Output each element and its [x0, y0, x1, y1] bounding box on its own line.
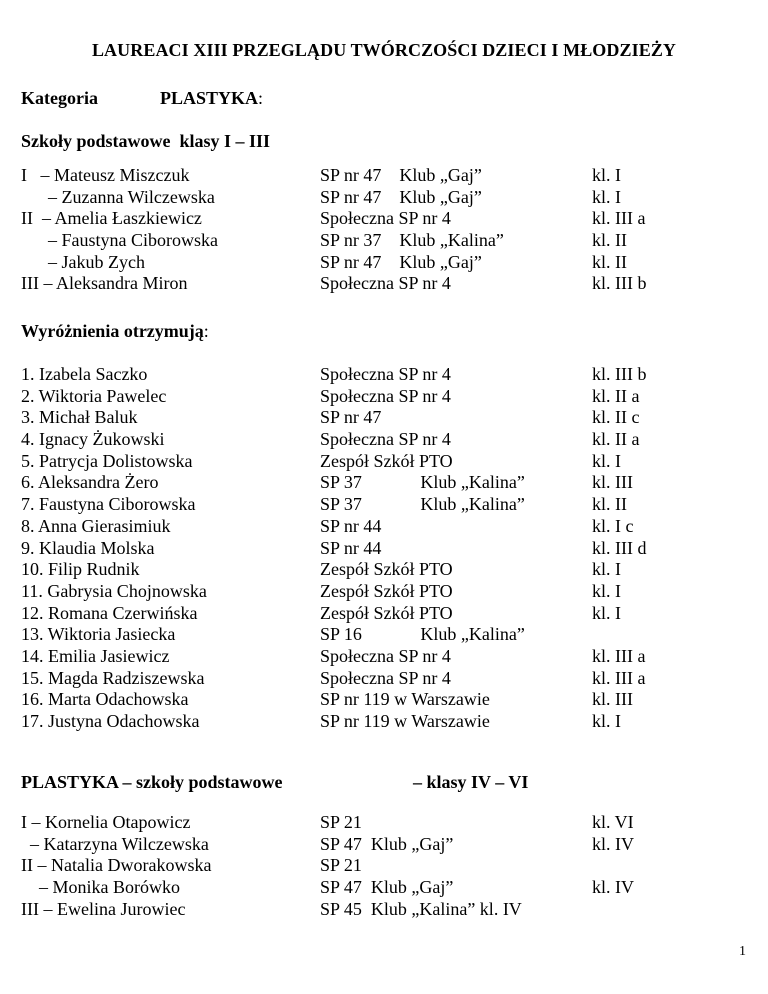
- school-name: Zespół Szkół PTO: [320, 559, 453, 580]
- laureate-name: 13. Wiktoria Jasiecka: [21, 624, 176, 645]
- school-name: SP nr 119 w Warszawie: [320, 689, 490, 710]
- list-item: [0, 834, 768, 856]
- laureate-name: 17. Justyna Odachowska: [21, 711, 200, 731]
- laureate-name: 14. Emilia Jasiewicz: [21, 645, 170, 666]
- class-label: kl. I: [592, 165, 621, 185]
- class-label: kl. III a: [592, 645, 646, 666]
- section2-list: [0, 364, 768, 733]
- list-item: [0, 407, 768, 429]
- laureate-name: 12. Romana Czerwińska: [21, 602, 198, 623]
- school-name: Społeczna SP nr 4: [320, 667, 451, 688]
- school-name: SP nr 47: [320, 407, 382, 428]
- category-value-line: [160, 88, 263, 109]
- class-label: kl. I: [592, 559, 621, 580]
- laureate-name: 7. Faustyna Ciborowska: [21, 494, 196, 515]
- list-item: [0, 877, 768, 899]
- class-label: kl. III: [592, 689, 633, 710]
- class-label: kl. III: [592, 472, 633, 493]
- class-label: kl. IV: [592, 877, 634, 898]
- school-name: SP nr 47 Klub „Gaj”: [320, 186, 482, 207]
- school-name: SP 37 Klub „Kalina”: [320, 494, 525, 515]
- laureate-name: II – Natalia Dworakowska: [21, 855, 212, 876]
- class-label: kl. II: [592, 494, 627, 515]
- list-item: [0, 624, 768, 646]
- section3-heading-left: PLASTYKA – szkoły podstawowe: [21, 772, 283, 792]
- laureate-name: 11. Gabrysia Chojnowska: [21, 580, 207, 601]
- class-label: kl. IV: [592, 833, 634, 854]
- laureate-name: 9. Klaudia Molska: [21, 537, 155, 558]
- school-name: SP nr 37 Klub „Kalina”: [320, 230, 504, 251]
- school-name: SP nr 47 Klub „Gaj”: [320, 251, 482, 272]
- laureate-name: 10. Filip Rudnik: [21, 559, 140, 580]
- list-item: [0, 689, 768, 711]
- laureate-name: 1. Izabela Saczko: [21, 364, 148, 384]
- list-item: [0, 472, 768, 494]
- class-label: kl. III b: [592, 273, 647, 294]
- laureate-name: – Faustyna Ciborowska: [21, 230, 218, 251]
- list-item: [0, 603, 768, 625]
- list-item: [0, 364, 768, 386]
- laureate-name: 8. Anna Gierasimiuk: [21, 515, 171, 536]
- laureate-name: II – Amelia Łaszkiewicz: [21, 208, 202, 229]
- school-name: Zespół Szkół PTO: [320, 450, 453, 471]
- laureate-name: 15. Magda Radziszewska: [21, 667, 205, 688]
- laureate-name: – Monika Borówko: [21, 877, 180, 898]
- school-name: SP nr 44: [320, 537, 382, 558]
- school-name: Społeczna SP nr 4: [320, 273, 451, 294]
- laureate-name: III – Ewelina Jurowiec: [21, 898, 186, 919]
- school-name: SP 45 Klub „Kalina” kl. IV: [320, 898, 522, 919]
- section1-heading: Szkoły podstawowe klasy I – III: [21, 131, 271, 151]
- category-colon: :: [258, 88, 264, 108]
- class-label: kl. I: [592, 580, 621, 601]
- list-item: [0, 230, 768, 252]
- list-item: [0, 187, 768, 209]
- document-title: LAUREACI XIII PRZEGLĄDU TWÓRCZOŚCI DZIECI I MŁODZIEŻY: [91, 40, 677, 60]
- class-label: kl. III b: [592, 364, 647, 384]
- category-label: Kategoria: [21, 88, 98, 108]
- laureate-name: 5. Patrycja Dolistowska: [21, 450, 193, 471]
- school-name: SP nr 44: [320, 515, 382, 536]
- list-item: [0, 855, 768, 877]
- section3-list: [0, 812, 768, 920]
- list-item: [0, 386, 768, 408]
- class-label: kl. II c: [592, 407, 640, 428]
- laureate-name: III – Aleksandra Miron: [21, 273, 188, 294]
- laureate-name: 2. Wiktoria Pawelec: [21, 385, 167, 406]
- list-item: [0, 668, 768, 690]
- class-label: kl. I c: [592, 515, 634, 536]
- school-name: SP nr 47 Klub „Gaj”: [320, 165, 482, 185]
- class-label: kl. III d: [592, 537, 647, 558]
- laureate-name: 4. Ignacy Żukowski: [21, 429, 165, 450]
- class-label: kl. II: [592, 230, 627, 251]
- school-name: SP nr 119 w Warszawie: [320, 711, 490, 731]
- list-item: [0, 252, 768, 274]
- list-item: [0, 451, 768, 473]
- list-item: [0, 899, 768, 921]
- school-name: Społeczna SP nr 4: [320, 208, 451, 229]
- laureate-name: I – Kornelia Otapowicz: [21, 812, 191, 832]
- section2-heading-colon: :: [203, 321, 209, 341]
- list-item: [0, 494, 768, 516]
- laureate-name: – Jakub Zych: [21, 251, 145, 272]
- list-item: [0, 559, 768, 581]
- laureate-name: – Katarzyna Wilczewska: [21, 833, 209, 854]
- class-label: kl. VI: [592, 812, 634, 832]
- class-label: kl. I: [592, 186, 621, 207]
- list-item: [0, 516, 768, 538]
- school-name: SP 47 Klub „Gaj”: [320, 833, 454, 854]
- laureate-name: 6. Aleksandra Żero: [21, 472, 159, 493]
- section1-list: [0, 165, 768, 295]
- section2-heading-line: [21, 321, 209, 342]
- section2-heading: Wyróżnienia otrzymują: [21, 321, 204, 341]
- class-label: kl. I: [592, 711, 621, 731]
- school-name: SP 37 Klub „Kalina”: [320, 472, 525, 493]
- class-label: kl. I: [592, 602, 621, 623]
- laureate-name: 3. Michał Baluk: [21, 407, 138, 428]
- school-name: Społeczna SP nr 4: [320, 385, 451, 406]
- list-item: [0, 538, 768, 560]
- class-label: kl. II a: [592, 429, 640, 450]
- school-name: SP 16 Klub „Kalina”: [320, 624, 525, 645]
- category-value: PLASTYKA: [160, 88, 259, 108]
- class-label: kl. III a: [592, 208, 646, 229]
- laureate-name: 16. Marta Odachowska: [21, 689, 189, 710]
- school-name: SP 47 Klub „Gaj”: [320, 877, 454, 898]
- school-name: SP 21: [320, 855, 362, 876]
- school-name: Zespół Szkół PTO: [320, 580, 453, 601]
- list-item: [0, 711, 768, 733]
- school-name: Społeczna SP nr 4: [320, 364, 451, 384]
- class-label: kl. II a: [592, 385, 640, 406]
- school-name: Zespół Szkół PTO: [320, 602, 453, 623]
- page-number: 1: [739, 944, 746, 959]
- list-item: [0, 208, 768, 230]
- section3-heading-right: – klasy IV – VI: [413, 772, 529, 792]
- school-name: Społeczna SP nr 4: [320, 645, 451, 666]
- school-name: SP 21: [320, 812, 362, 832]
- school-name: Społeczna SP nr 4: [320, 429, 451, 450]
- list-item: [0, 581, 768, 603]
- laureate-name: – Zuzanna Wilczewska: [21, 186, 215, 207]
- list-item: [0, 646, 768, 668]
- list-item: [0, 429, 768, 451]
- class-label: kl. I: [592, 450, 621, 471]
- class-label: kl. II: [592, 251, 627, 272]
- list-item: [0, 812, 768, 834]
- list-item: [0, 165, 768, 187]
- class-label: kl. III a: [592, 667, 646, 688]
- laureate-name: I – Mateusz Miszczuk: [21, 165, 190, 185]
- list-item: [0, 273, 768, 295]
